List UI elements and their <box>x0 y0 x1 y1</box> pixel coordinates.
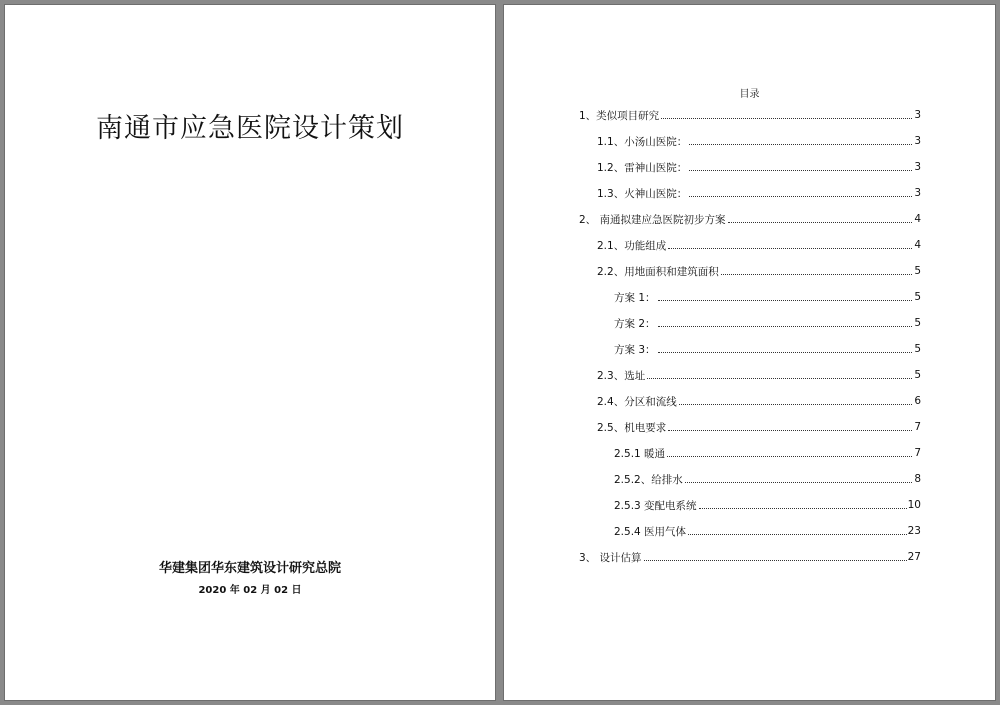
toc-entry-title: 2.5.3 变配电系统 <box>614 499 697 512</box>
toc-entry-title: 方案 3： <box>614 343 656 356</box>
toc-dot-leader <box>647 369 912 379</box>
toc-entry[interactable] <box>504 492 995 518</box>
toc-entry-title: 2.5.2、给排水 <box>614 473 683 486</box>
toc-entry-title: 方案 2： <box>614 317 656 330</box>
toc-dot-leader <box>689 187 912 197</box>
toc-entry[interactable] <box>504 440 995 466</box>
toc-entry-page-number: 27 <box>907 551 921 563</box>
toc-dot-leader <box>658 317 912 327</box>
document-title: 南通市应急医院设计策划 <box>96 113 404 144</box>
toc-entry-title: 2.1、功能组成 <box>597 239 667 252</box>
toc-entry-title: 1.3、火神山医院： <box>597 187 688 200</box>
toc-entry-page-number: 5 <box>914 317 921 329</box>
toc-dot-leader <box>667 447 912 457</box>
toc-dot-leader <box>685 473 912 483</box>
toc-dot-leader <box>679 395 912 405</box>
toc-dot-leader <box>689 161 912 171</box>
toc-page <box>503 4 996 701</box>
toc-entry[interactable] <box>504 336 995 362</box>
toc-entry-page-number: 10 <box>907 499 921 511</box>
toc-entry[interactable] <box>504 414 995 440</box>
toc-entry-title: 2.4、分区和流线 <box>597 395 677 408</box>
toc-entry-page-number: 7 <box>914 421 921 433</box>
toc-entry-title: 2.3、选址 <box>597 369 646 382</box>
toc-dot-leader <box>644 551 907 561</box>
toc-entry-title: 1、类似项目研究 <box>579 109 660 122</box>
toc-entry-page-number: 3 <box>914 135 921 147</box>
toc-entry[interactable] <box>504 518 995 544</box>
toc-entry-title: 1.1、小汤山医院： <box>597 135 688 148</box>
toc-entry-page-number: 7 <box>914 447 921 459</box>
toc-entry[interactable] <box>504 284 995 310</box>
toc-entry-page-number: 3 <box>914 109 921 121</box>
toc-entry[interactable] <box>504 180 995 206</box>
toc-entry[interactable] <box>504 544 995 570</box>
toc-entry-page-number: 4 <box>914 213 921 225</box>
toc-entry[interactable] <box>504 128 995 154</box>
toc-dot-leader <box>668 239 912 249</box>
toc-dot-leader <box>721 265 912 275</box>
toc-entry-page-number: 23 <box>907 525 921 537</box>
toc-entry-page-number: 5 <box>914 265 921 277</box>
toc-entry-title: 2.5.1 暖通 <box>614 447 666 460</box>
toc-entry-page-number: 3 <box>914 161 921 173</box>
toc-dot-leader <box>728 213 912 223</box>
toc-entry-title: 2、 南通拟建应急医院初步方案 <box>579 213 726 226</box>
toc-entry-page-number: 4 <box>914 239 921 251</box>
toc-entry-page-number: 5 <box>914 343 921 355</box>
toc-entry-title: 2.5、机电要求 <box>597 421 667 434</box>
toc-entry-title: 2.5.4 医用气体 <box>614 525 687 538</box>
toc-list <box>504 102 995 570</box>
toc-dot-leader <box>658 291 912 301</box>
organization-name: 华建集团华东建筑设计研究总院 <box>158 561 341 576</box>
toc-dot-leader <box>689 135 912 145</box>
toc-dot-leader <box>658 343 912 353</box>
toc-entry-page-number: 5 <box>914 369 921 381</box>
toc-entry[interactable] <box>504 258 995 284</box>
toc-dot-leader <box>668 421 912 431</box>
toc-entry-title: 方案 1： <box>614 291 656 304</box>
toc-entry-title: 2.2、用地面积和建筑面积 <box>597 265 719 278</box>
toc-entry[interactable] <box>504 388 995 414</box>
toc-entry[interactable] <box>504 232 995 258</box>
toc-dot-leader <box>688 525 907 535</box>
toc-dot-leader <box>699 499 907 509</box>
toc-entry-page-number: 3 <box>914 187 921 199</box>
document-date: 2020 年 02 月 02 日 <box>198 585 302 596</box>
toc-entry[interactable] <box>504 310 995 336</box>
toc-entry-title: 3、 设计估算 <box>579 551 642 564</box>
toc-entry-title: 1.2、雷神山医院： <box>597 161 688 174</box>
cover-page <box>4 4 496 701</box>
toc-entry[interactable] <box>504 154 995 180</box>
toc-entry[interactable] <box>504 466 995 492</box>
toc-entry[interactable] <box>504 102 995 128</box>
toc-entry-page-number: 8 <box>914 473 921 485</box>
toc-heading: 目录 <box>739 89 760 100</box>
toc-entry-page-number: 5 <box>914 291 921 303</box>
toc-entry[interactable] <box>504 206 995 232</box>
toc-entry-page-number: 6 <box>914 395 921 407</box>
toc-entry[interactable] <box>504 362 995 388</box>
toc-dot-leader <box>661 109 912 119</box>
